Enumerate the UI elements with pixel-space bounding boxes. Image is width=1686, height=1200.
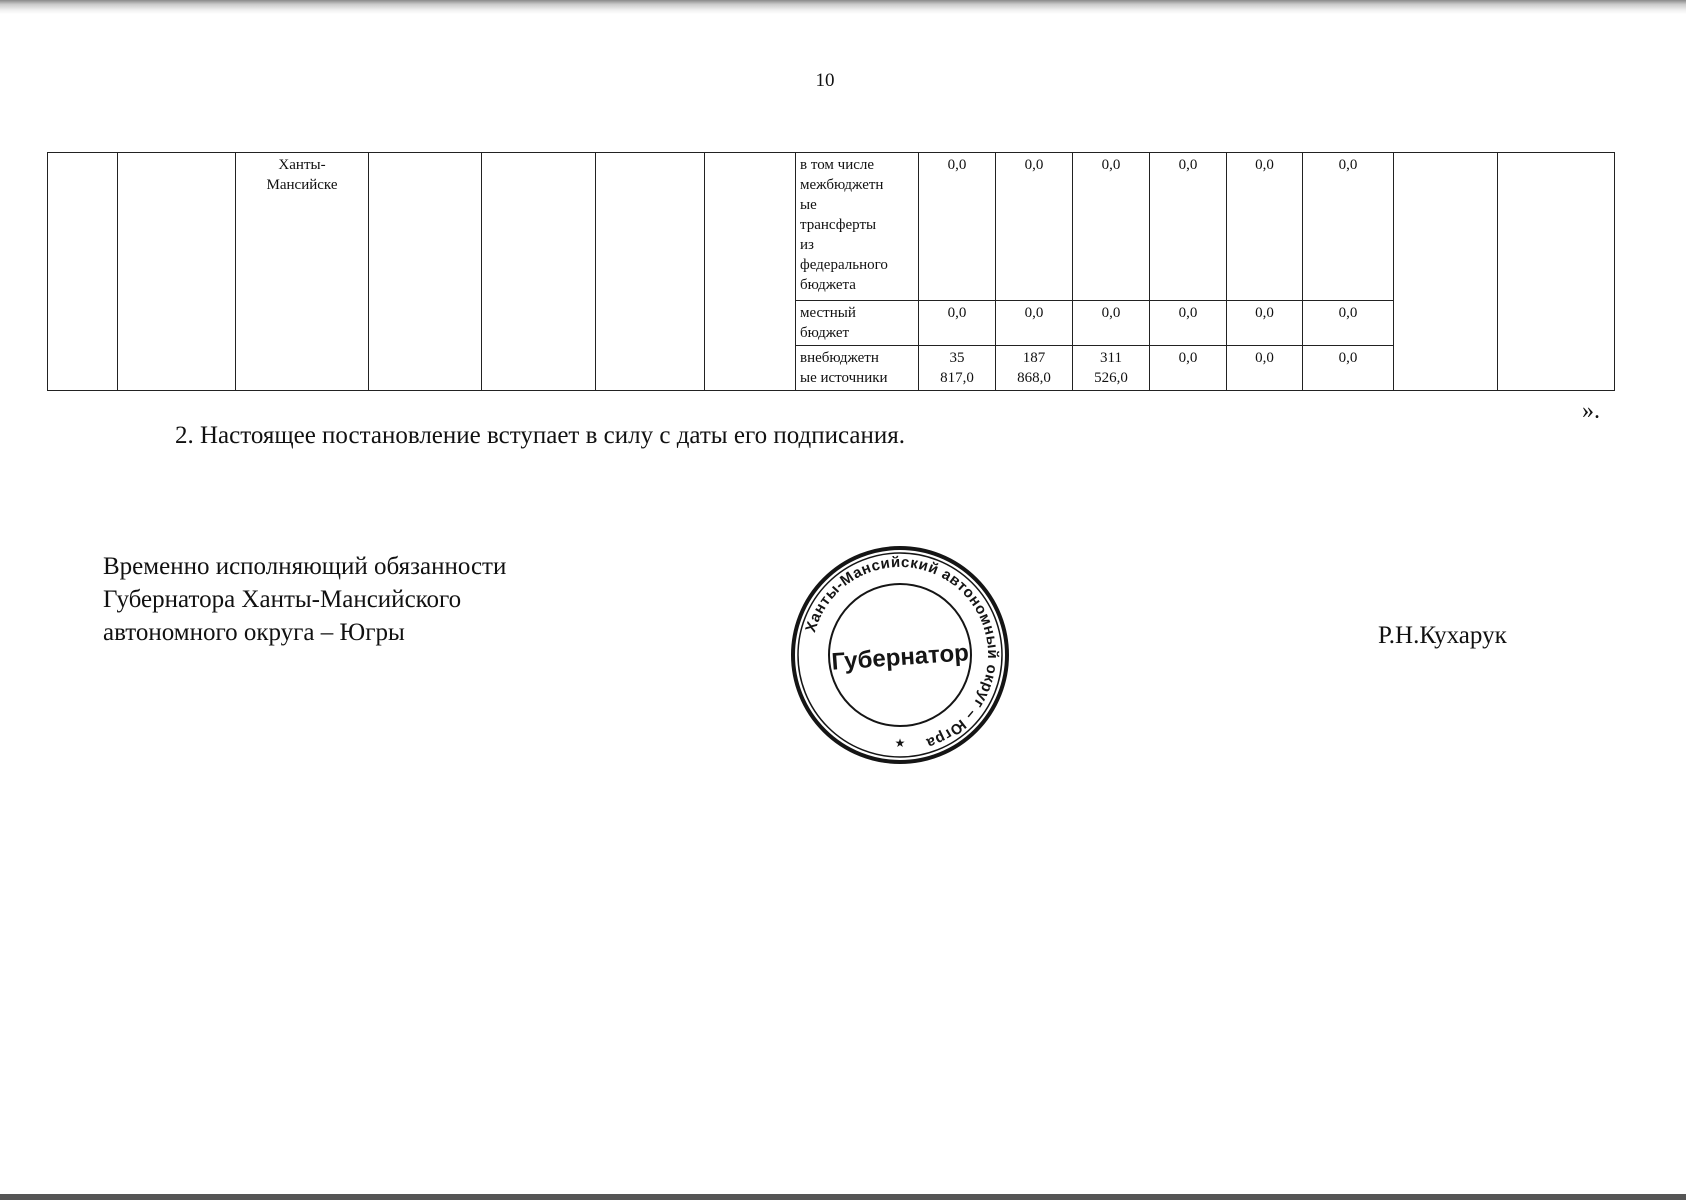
value-cell: 0,0 — [1073, 153, 1150, 301]
signer-title-line: Временно исполняющий обязанности — [103, 553, 507, 580]
star-icon: ★ — [894, 736, 906, 750]
empty-cell — [1498, 153, 1615, 391]
value-cell: 0,0 — [1150, 301, 1227, 346]
value-cell: 0,0 — [1303, 301, 1394, 346]
value-cell: 0,0 — [1227, 301, 1303, 346]
effective-date-clause: 2. Настоящее постановление вступает в силу с даты его подписания. — [175, 422, 905, 449]
value-cell: 0,0 — [1150, 346, 1227, 391]
value-cell: 0,0 — [1303, 346, 1394, 391]
closing-quote: ». — [1582, 398, 1600, 424]
official-seal — [790, 545, 1010, 765]
funding-source-label: местный бюджет — [796, 301, 919, 346]
empty-cell — [1394, 153, 1498, 391]
value-cell: 0,0 — [1303, 153, 1394, 301]
value-cell: 0,0 — [1073, 301, 1150, 346]
empty-cell — [596, 153, 705, 391]
signer-title-line: автономного округа – Югры — [103, 619, 405, 646]
signer-name: Р.Н.Кухарук — [1378, 622, 1507, 649]
value-cell: 311 526,0 — [1073, 346, 1150, 391]
region-cell: Ханты- Мансийске — [236, 153, 369, 391]
scan-edge-top — [0, 0, 1686, 14]
signer-title-line: Губернатора Ханты-Мансийского — [103, 586, 462, 613]
empty-cell — [118, 153, 236, 391]
value-cell: 35 817,0 — [919, 346, 996, 391]
value-cell: 187 868,0 — [996, 346, 1073, 391]
empty-cell — [705, 153, 796, 391]
table-row — [48, 153, 1615, 301]
empty-cell — [369, 153, 482, 391]
value-cell: 0,0 — [1227, 153, 1303, 301]
value-cell: 0,0 — [1150, 153, 1227, 301]
funding-table — [47, 152, 1615, 391]
value-cell: 0,0 — [996, 301, 1073, 346]
funding-source-label: внебюджетн ые источники — [796, 346, 919, 391]
seal-center-text: Губернатор — [830, 639, 970, 676]
value-cell: 0,0 — [919, 153, 996, 301]
funding-source-label: в том числе межбюджетн ые трансферты из федерального бюджета — [796, 153, 919, 301]
value-cell: 0,0 — [919, 301, 996, 346]
scan-edge-bottom — [0, 1194, 1686, 1200]
empty-cell — [48, 153, 118, 391]
page-number: 10 — [815, 70, 835, 91]
seal-ring-text: Ханты-Мансийский автономный округ – Югра — [802, 553, 1002, 752]
value-cell: 0,0 — [996, 153, 1073, 301]
empty-cell — [482, 153, 596, 391]
signer-title — [103, 550, 506, 649]
value-cell: 0,0 — [1227, 346, 1303, 391]
